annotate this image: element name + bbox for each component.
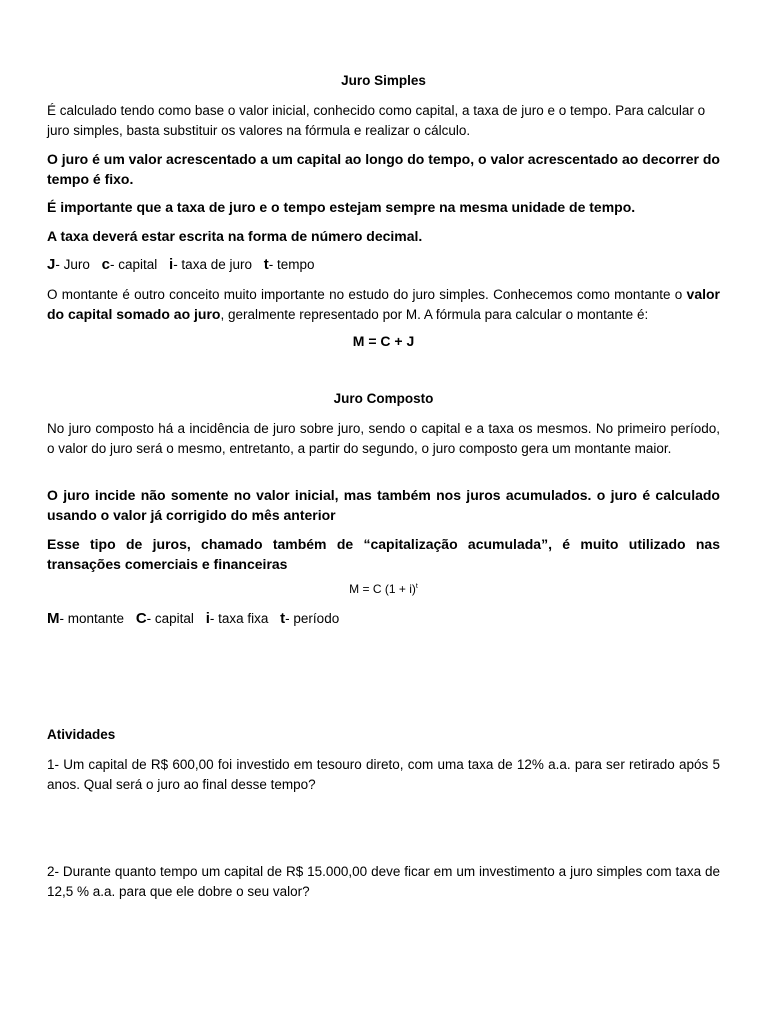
juro-simples-montante (47, 285, 720, 324)
var-key: M (47, 610, 60, 627)
juro-composto-formula-block (47, 582, 720, 596)
var-key: t (263, 256, 269, 273)
juro-composto-point1-block (47, 486, 720, 525)
var-key: C (135, 610, 147, 627)
atividades-title: Atividades (47, 727, 116, 742)
formula-exponent: t (415, 583, 418, 590)
juro-simples-point1: O juro é um valor acrescentado a um capital ao longo do tempo, o valor acrescentado ao decorrer do tempo é fixo. (47, 151, 720, 187)
juro-composto-intro-block (47, 419, 720, 458)
juro-composto-intro: No juro composto há a incidência de juro sobre juro, sendo o capital e a taxa os mesmos. No primeiro período, o valor do juro será o mesmo, entretanto, a partir do segundo, o juro composto gera um montante maior. (47, 421, 720, 456)
juro-composto-formula (47, 582, 720, 596)
var-desc: - período (285, 611, 340, 626)
juro-composto-variables (47, 609, 720, 629)
var-desc: - taxa fixa (209, 611, 269, 626)
montante-bold: valor do capital somado ao juro (47, 286, 720, 322)
juro-simples-intro-block (47, 101, 720, 140)
juro-simples-formula-block (47, 333, 720, 349)
montante-text-2: , geralmente representado por M. A fórmula para calcular o montante é: (220, 306, 649, 322)
juro-simples-point1-block (47, 150, 720, 189)
juro-composto-point1: O juro incide não somente no valor inicial, mas também nos juros acumulados. o juro é calculado usando o valor já corrigido do mês anterior (47, 487, 720, 523)
atividades-question-1: 1- Um capital de R$ 600,00 foi investido em tesouro direto, com uma taxa de 12% a.a. para ser retirado após 5 anos. Qual será o juro ao final desse tempo? (47, 757, 720, 792)
juro-composto-title: Juro Composto (333, 391, 434, 406)
atividades-q1-block (47, 755, 720, 794)
var-desc: - Juro (55, 257, 90, 272)
var-desc: - montante (59, 611, 125, 626)
juro-simples-variables (47, 255, 720, 275)
var-desc: - capital (146, 611, 194, 626)
section-title-juro-composto (47, 391, 720, 406)
juro-simples-title: Juro Simples (341, 73, 426, 88)
atividades-q2-block (47, 862, 720, 901)
juro-composto-point2-block (47, 535, 720, 574)
var-desc: - taxa de juro (173, 257, 252, 272)
section-title-juro-simples (47, 73, 720, 88)
var-key: t (280, 610, 286, 627)
montante-text-1: O montante é outro conceito muito importante no estudo do juro simples. Conhecemos como montante o (47, 287, 687, 302)
juro-simples-point3-block (47, 227, 720, 247)
var-key: i (205, 610, 210, 627)
var-desc: - capital (109, 257, 158, 272)
juro-simples-montante-block (47, 285, 720, 324)
var-key: c (101, 256, 110, 273)
juro-simples-point3: A taxa deverá estar escrita na forma de número decimal. (47, 228, 423, 244)
atividades-title-block (47, 727, 720, 742)
formula-base: M = C (1 + i) (349, 582, 416, 596)
var-desc: - tempo (268, 257, 315, 272)
juro-simples-intro: É calculado tendo como base o valor inicial, conhecido como capital, a taxa de juro e o tempo. Para calcular o juro simples, basta substituir os valores na fórmula e realizar o cálculo. (47, 103, 706, 138)
juro-simples-point2-block (47, 198, 720, 218)
juro-simples-formula: M = C + J (352, 333, 415, 349)
var-key: J (47, 256, 56, 273)
var-key: i (169, 256, 174, 273)
juro-composto-point2: Esse tipo de juros, chamado também de “capitalização acumulada”, é muito utilizado nas transações comerciais e financeiras (47, 536, 720, 572)
juro-simples-point2: É importante que a taxa de juro e o tempo estejam sempre na mesma unidade de tempo. (47, 199, 636, 215)
atividades-question-2: 2- Durante quanto tempo um capital de R$ 15.000,00 deve ficar em um investimento a juro simples com taxa de 12,5 % a.a. para que ele dobre o seu valor? (47, 864, 720, 899)
